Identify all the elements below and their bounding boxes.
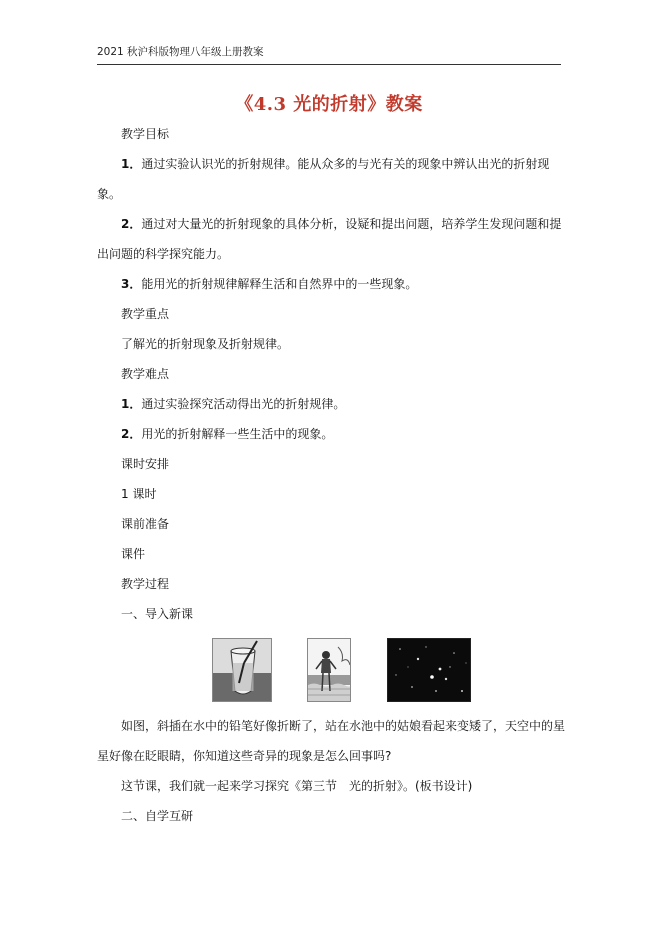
- page-title: 《4.3 光的折射》教案: [235, 94, 423, 115]
- objectives-heading: 教学目标: [121, 127, 170, 141]
- objective-2-line-2: 出问题的科学探究能力。: [97, 247, 230, 261]
- difficulty-2-number: 2．: [121, 427, 142, 441]
- difficulty-1-number: 1．: [121, 397, 142, 411]
- pencil-in-water-icon: [213, 639, 272, 702]
- girl-in-pool-image: [307, 638, 351, 702]
- girl-in-pool-icon: [308, 639, 351, 702]
- lesson-intro-text: 这节课，我们就一起来学习探究《第三节 光的折射》。(板书设计): [121, 779, 473, 793]
- key-points-heading: 教学重点: [121, 307, 170, 321]
- difficulty-1: [121, 396, 345, 412]
- objective-2-text: 通过对大量光的折射现象的具体分析，设疑和提出问题，培养学生发现问题和提: [141, 217, 562, 231]
- page-header: 2021 秋沪科版物理八年级上册教案: [97, 44, 561, 65]
- schedule-text: 1 课时: [121, 487, 157, 501]
- objective-2-line-1: [121, 216, 561, 232]
- intro-heading: 一、导入新课: [121, 607, 194, 621]
- schedule-heading: 课时安排: [121, 457, 170, 471]
- objective-1-line-1: [121, 156, 549, 172]
- difficulties-heading: 教学难点: [121, 367, 170, 381]
- intro-paragraph-line-2: 星好像在眨眼睛，你知道这些奇异的现象是怎么回事吗?: [97, 749, 392, 763]
- objective-3-number: 3．: [121, 277, 142, 291]
- difficulty-1-text: 通过实验探究活动得出光的折射规律。: [141, 397, 346, 411]
- key-points-text: 了解光的折射现象及折射规律。: [121, 337, 290, 351]
- intro-paragraph-line-1: 如图，斜插在水中的铅笔好像折断了，站在水池中的姑娘看起来变矮了，天空中的星: [121, 719, 566, 733]
- preparation-heading: 课前准备: [121, 517, 170, 531]
- objective-3: [121, 276, 417, 292]
- objective-1-number: 1．: [121, 157, 142, 171]
- objective-2-number: 2．: [121, 217, 142, 231]
- starry-sky-image: [387, 638, 471, 702]
- preparation-text: 课件: [121, 547, 146, 561]
- objective-1-line-2: 象。: [97, 187, 122, 201]
- pencil-in-water-image: [212, 638, 272, 702]
- difficulty-2-text: 用光的折射解释一些生活中的现象。: [141, 427, 334, 441]
- process-heading: 教学过程: [121, 577, 170, 591]
- starry-sky-icon: [388, 639, 471, 702]
- difficulty-2: [121, 426, 333, 442]
- objective-3-text: 能用光的折射规律解释生活和自然界中的一些现象。: [141, 277, 418, 291]
- figure-row: [0, 638, 658, 702]
- self-study-heading: 二、自学互研: [121, 809, 194, 823]
- objective-1-text: 通过实验认识光的折射规律。能从众多的与光有关的现象中辨认出光的折射现: [141, 157, 550, 171]
